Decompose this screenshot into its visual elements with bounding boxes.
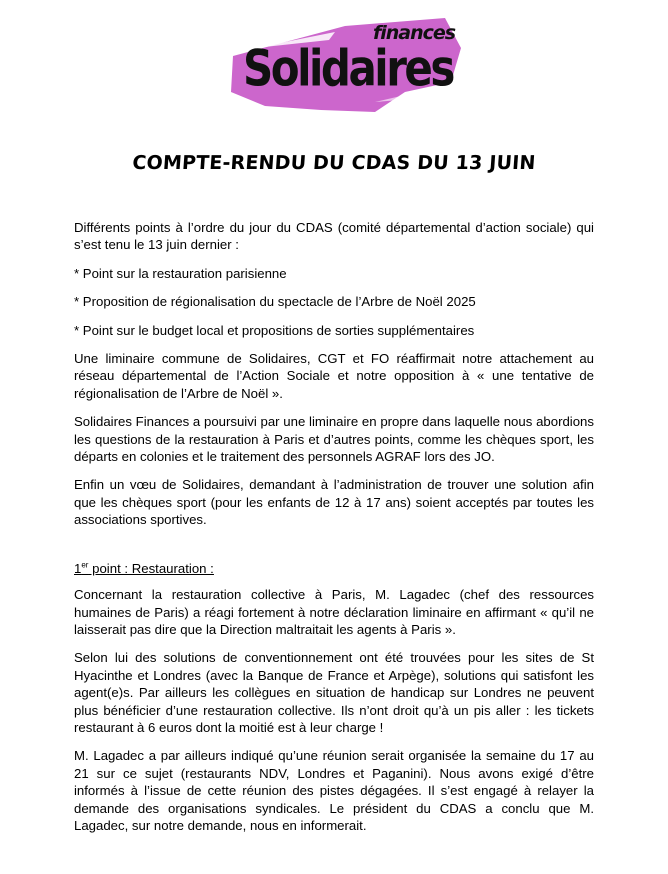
section-heading xyxy=(74,560,594,577)
logo-wordmark: Solidaires xyxy=(243,39,453,98)
logo-subtitle: finances xyxy=(373,22,456,44)
section-number: 1 xyxy=(74,560,82,576)
page-title: COMPTE-RENDU DU CDAS DU 13 JUIN xyxy=(131,152,537,174)
section-number-suffix: er xyxy=(81,560,89,570)
agenda-item: * Point sur le budget local et propositions de sorties supplémentaires xyxy=(74,322,475,338)
section-label: point : Restauration : xyxy=(88,560,214,576)
body-paragraph: Enfin un vœu de Solidaires, demandant à l’administration de trouver une solution afin que les chèques sport (pour les enfants de 12 à 17 ans) soient acceptés par toutes les associations sportives. xyxy=(74,477,594,528)
section-paragraph: Concernant la restauration collective à Paris, M. Lagadec (chef des ressources humaines de Paris) a réagi fortement à notre déclaration liminaire en affirmant « qu’il ne laisserait pas dire que la Direction maltraitait les agents à Paris ». xyxy=(74,587,594,637)
section-paragraph: Selon lui des solutions de conventionnement ont été trouvées pour les sites de St Hyacinthe et Londres (avec la Banque de France et Arpège), solutions qui satisfont les agent(e)s. Par ailleurs les collègues en situation de handicap sur Londres ne peuvent plus bénéficier d’une restauration collective. Ils n’ont droit qu’à un pis aller : les tickets restaurant à 6 euros dont la moitié est à leur charge ! xyxy=(74,650,594,735)
body-paragraph: Solidaires Finances a poursuivi par une liminaire en propre dans laquelle nous abordions les questions de la restauration à Paris et d’autres points, comme les chèques sport, les départs en colonies et le traitement des personnels AGRAF lors des JO. xyxy=(74,414,594,465)
intro-paragraph: Différents points à l’ordre du jour du CDAS (comité départemental d’action sociale) qui s’est tenu le 13 juin dernier : xyxy=(74,220,594,253)
body-paragraph: Une liminaire commune de Solidaires, CGT et FO réaffirmait notre attachement au réseau départemental de l’Action Sociale et notre opposition à « une tentative de régionalisation de l’Arbre de Noël ». xyxy=(74,351,594,401)
section-paragraph: M. Lagadec a par ailleurs indiqué qu’une réunion serait organisée la semaine du 17 au 21 sur ce sujet (restaurants NDV, Londres et Paganini). Nous avons exigé d’être informés à l’issue de cette réunion des pistes dégagées. Il s’est engagé à relayer la demande des organisations syndicales. Le président du CDAS a conclu que M. Lagadec, sur notre demande, nous en informerait. xyxy=(74,748,594,833)
solidaires-finances-logo xyxy=(225,18,465,118)
document-body xyxy=(74,219,594,845)
agenda-item: * Point sur la restauration parisienne xyxy=(74,265,287,281)
agenda-item: * Proposition de régionalisation du spectacle de l’Arbre de Noël 2025 xyxy=(74,294,476,310)
